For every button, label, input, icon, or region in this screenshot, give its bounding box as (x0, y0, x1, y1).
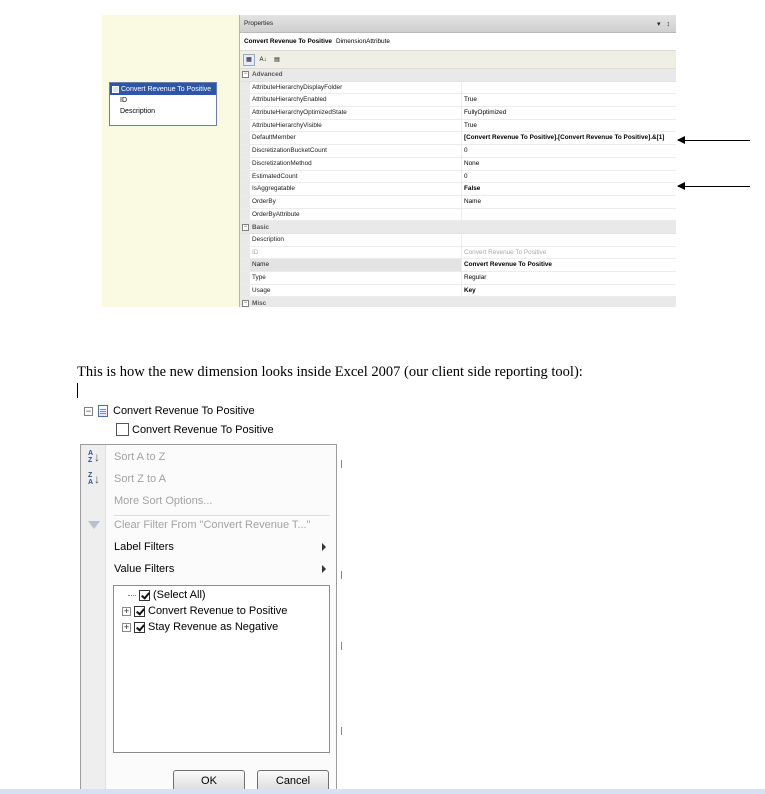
property-value[interactable] (462, 209, 676, 221)
property-name: AttributeHierarchyEnabled (250, 94, 462, 106)
property-row[interactable] (240, 82, 676, 95)
filter-values-list (113, 585, 330, 753)
menu-sort-a-to-z-label: Sort A to Z (114, 451, 166, 463)
property-name: DefaultMember (250, 132, 462, 144)
property-value[interactable]: 0 (464, 172, 468, 180)
category-label: Basic (252, 223, 270, 231)
property-row[interactable] (240, 183, 676, 196)
property-name: DiscretizationBucketCount (250, 145, 462, 157)
property-value[interactable] (462, 82, 676, 94)
properties-object-selector[interactable] (240, 33, 676, 51)
property-name: EstimatedCount (250, 171, 462, 183)
taskbar-strip (0, 789, 765, 794)
property-name: Usage (250, 285, 462, 297)
filter-dropdown-menu (80, 444, 337, 790)
property-row[interactable] (240, 259, 676, 272)
property-name: Type (250, 272, 462, 284)
property-value[interactable]: True (464, 96, 477, 104)
value-checkbox[interactable] (134, 606, 145, 617)
properties-toolbar (240, 51, 676, 69)
menu-sort-a-to-z[interactable] (81, 446, 336, 468)
sort-z-to-a-icon: Z A ↓ (87, 472, 101, 486)
dimension-box-row-description[interactable]: Description (120, 108, 156, 115)
property-name: OrderBy (250, 196, 462, 208)
property-value[interactable] (462, 234, 676, 246)
text-cursor (77, 383, 78, 398)
menu-label-filters[interactable] (81, 536, 336, 558)
property-name: AttributeHierarchyOptimizedState (250, 107, 462, 119)
submenu-arrow-icon (322, 565, 326, 573)
select-all-item[interactable] (128, 589, 206, 601)
property-value[interactable]: False (464, 185, 481, 193)
property-name: IsAggregatable (250, 183, 462, 195)
select-all-label: (Select All) (153, 589, 206, 601)
menu-more-sort-options-label: More Sort Options... (114, 495, 213, 507)
property-row[interactable] (240, 132, 676, 145)
collapse-icon[interactable]: − (243, 299, 248, 306)
expand-icon[interactable]: + (123, 621, 130, 632)
properties-grid (240, 69, 676, 307)
property-value[interactable]: True (464, 121, 477, 129)
menu-clear-filter-label: Clear Filter From "Convert Revenue T..." (114, 519, 311, 531)
property-row[interactable] (240, 171, 676, 184)
property-value[interactable]: Convert Revenue To Positive (464, 248, 547, 256)
property-row[interactable] (240, 120, 676, 133)
dimension-box-header[interactable] (110, 83, 216, 95)
category-label: Advanced (252, 71, 283, 79)
pin-icon[interactable]: ▾ ↕ (657, 20, 672, 28)
property-row[interactable] (240, 285, 676, 298)
value-label: Convert Revenue to Positive (148, 605, 288, 617)
property-row[interactable] (240, 247, 676, 260)
dimension-icon (98, 405, 108, 417)
field-checkbox[interactable] (116, 423, 129, 436)
property-value[interactable]: None (464, 159, 480, 167)
category-basic[interactable] (240, 221, 676, 234)
collapse-icon[interactable]: − (85, 405, 92, 416)
menu-sort-z-to-a[interactable] (81, 468, 336, 490)
property-pages-icon[interactable]: ▤ (274, 56, 280, 63)
dimension-box-title: Convert Revenue To Positive (121, 85, 212, 93)
category-advanced[interactable] (240, 69, 676, 82)
collapse-icon[interactable]: − (243, 223, 248, 230)
field-checkbox-label: Convert Revenue To Positive (132, 423, 274, 436)
submenu-arrow-icon (322, 543, 326, 551)
property-row[interactable] (240, 196, 676, 209)
sort-a-to-z-icon: A Z ↓ (87, 450, 101, 464)
property-value[interactable]: Key (464, 286, 476, 294)
property-row[interactable] (240, 234, 676, 247)
property-value[interactable]: 0 (464, 147, 468, 155)
property-row[interactable] (240, 145, 676, 158)
alphabetical-icon[interactable]: A↓ (259, 56, 267, 63)
property-row[interactable] (240, 158, 676, 171)
value-item-stay-revenue[interactable] (122, 621, 278, 633)
dimension-attribute-box (109, 82, 217, 126)
value-label: Stay Revenue as Negative (148, 621, 279, 633)
property-row[interactable] (240, 94, 676, 107)
property-value[interactable]: [Convert Revenue To Positive].[Convert Revenue To Positive].&[1] (464, 134, 665, 142)
property-row[interactable] (240, 272, 676, 285)
menu-more-sort-options[interactable] (81, 490, 336, 512)
object-name: Convert Revenue To Positive (244, 38, 332, 45)
property-name: OrderByAttribute (250, 209, 462, 221)
expand-icon[interactable]: + (123, 605, 130, 616)
ssas-designer-screenshot (102, 15, 676, 307)
properties-pane (239, 15, 676, 307)
property-value[interactable]: Regular (464, 274, 487, 281)
property-name: Description (250, 234, 462, 246)
value-item-convert-revenue[interactable] (122, 605, 287, 617)
property-name: AttributeHierarchyVisible (250, 120, 462, 132)
properties-title-bar (240, 15, 676, 33)
collapse-icon[interactable]: − (243, 71, 248, 78)
object-type: DimensionAttribute (335, 38, 390, 45)
caption-text: This is how the new dimension looks inside Excel 2007 (our client side reporting tool): (77, 364, 583, 380)
property-name: ID (250, 247, 462, 259)
property-row[interactable] (240, 209, 676, 222)
clear-filter-icon (85, 516, 103, 534)
property-name: Name (250, 259, 462, 271)
cancel-button[interactable]: Cancel (257, 770, 329, 790)
attribute-icon (112, 86, 119, 93)
menu-value-filters-label: Value Filters (114, 563, 175, 575)
property-name: DiscretizationMethod (250, 158, 462, 170)
menu-label-filters-label: Label Filters (114, 541, 174, 553)
property-value[interactable]: Convert Revenue To Positive (464, 261, 552, 269)
arrow-is-aggregatable (678, 186, 750, 187)
ok-button[interactable]: OK (173, 770, 245, 790)
properties-title: Properties (244, 20, 274, 27)
select-all-checkbox[interactable] (139, 590, 150, 601)
field-title: Convert Revenue To Positive (113, 405, 255, 417)
category-label: Misc (252, 299, 267, 307)
menu-value-filters[interactable] (81, 558, 336, 580)
category-misc[interactable] (240, 297, 676, 307)
categorized-icon[interactable]: ▦ (243, 54, 255, 66)
property-value[interactable]: FullyOptimized (464, 109, 507, 117)
dimension-box-row-id[interactable]: ID (120, 97, 127, 104)
property-row[interactable] (240, 107, 676, 120)
pivot-field-header (78, 401, 338, 443)
menu-sort-z-to-a-label: Sort Z to A (114, 473, 166, 485)
menu-clear-filter[interactable] (81, 514, 336, 536)
property-value[interactable]: Name (464, 197, 482, 205)
property-name: AttributeHierarchyDisplayFolder (250, 82, 462, 94)
value-checkbox[interactable] (134, 622, 145, 633)
arrow-default-member (678, 140, 750, 141)
